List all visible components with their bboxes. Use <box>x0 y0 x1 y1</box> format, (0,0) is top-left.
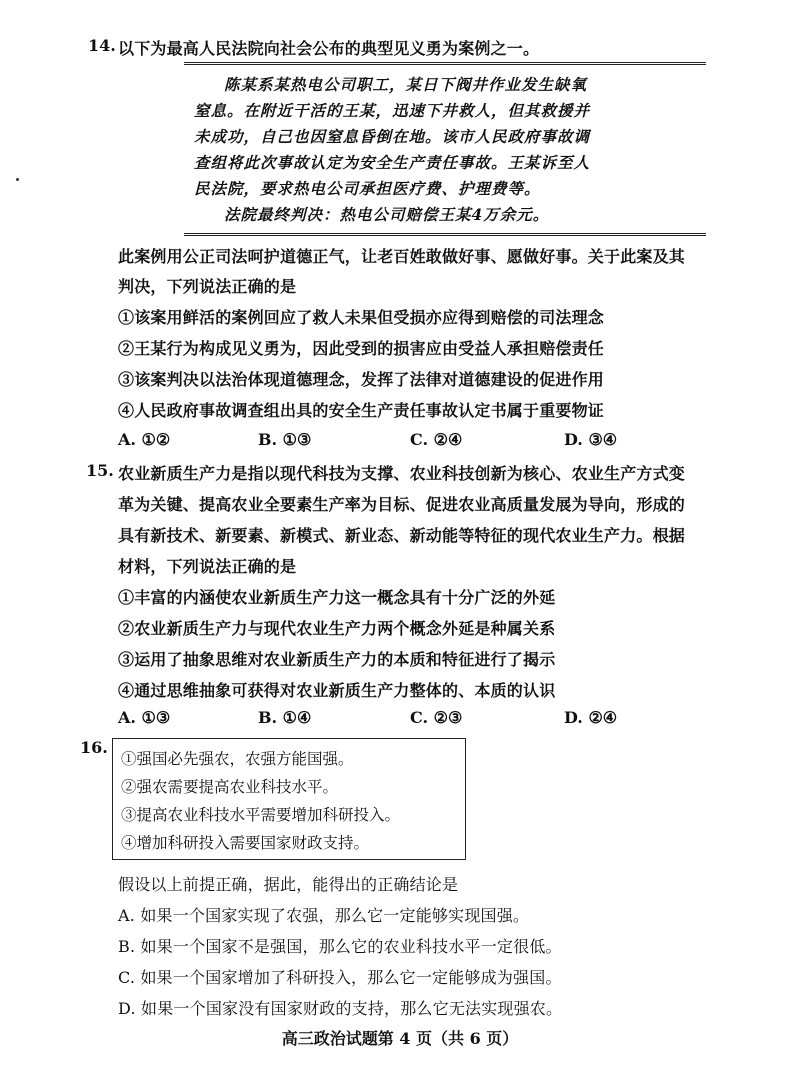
q15-statement-2: ②农业新质生产力与现代农业生产力两个概念外延是种属关系 <box>118 619 556 638</box>
q14-statement-4: ④人民政府事故调查组出具的安全生产责任事故认定书属于重要物证 <box>118 401 605 420</box>
q16-premise-2: ②强农需要提高农业科技水平。 <box>121 778 339 796</box>
q14-question-line: 判决，下列说法正确的是 <box>118 277 297 296</box>
q15-option-c[interactable]: C. ②③ <box>410 708 463 727</box>
q14-stem: 以下为最高人民法院向社会公布的典型见义勇为案例之一。 <box>118 39 540 58</box>
q14-number: 14. <box>88 36 116 55</box>
q16-premise-3: ③提高农业科技水平需要增加科研投入。 <box>121 806 401 824</box>
q15-stem-line: 革为关键、提高农业全要素生产率为目标、促进农业高质量发展为导向，形成的 <box>118 495 686 514</box>
q15-statement-3: ③运用了抽象思维对农业新质生产力的本质和特征进行了揭示 <box>118 650 556 669</box>
q15-stem-line: 农业新质生产力是指以现代科技为支撑、农业科技创新为核心、农业生产方式变 <box>118 464 686 483</box>
q14-case-line: 查组将此次事故认定为安全生产责任事故。王某诉至人 <box>194 153 591 172</box>
q15-stem-line: 具有新技术、新要素、新模式、新业态、新动能等特征的现代农业生产力。根据 <box>118 526 686 545</box>
q16-premise-box <box>112 738 466 860</box>
q16-choice-b[interactable]: B. 如果一个国家不是强国，那么它的农业科技水平一定很低。 <box>118 937 562 956</box>
page-footer: 高三政治试题第 4 页（共 6 页） <box>281 1029 519 1048</box>
q14-case-box <box>184 62 706 236</box>
q15-stem-line: 材料，下列说法正确的是 <box>118 557 297 576</box>
q14-option-d[interactable]: D. ③④ <box>564 430 618 449</box>
q14-case-line: 民法院，要求热电公司承担医疗费、护理费等。 <box>194 179 541 198</box>
q14-case-line: 未成功，自己也因窒息昏倒在地。该市人民政府事故调 <box>194 127 591 146</box>
q14-question-line: 此案例用公正司法呵护道德正气，让老百姓敢做好事、愿做好事。关于此案及其 <box>118 247 686 266</box>
q16-question: 假设以上前提正确，据此，能得出的正确结论是 <box>118 875 459 894</box>
q16-choice-d[interactable]: D. 如果一个国家没有国家财政的支持，那么它无法实现强农。 <box>118 999 563 1018</box>
q14-case-line: 陈某系某热电公司职工，某日下阀井作业发生缺氧 <box>224 75 588 94</box>
q14-case-line: 法院最终判决：热电公司赔偿王某4万余元。 <box>224 205 550 224</box>
q14-statement-3: ③该案判决以法治体现道德理念，发挥了法律对道德建设的促进作用 <box>118 370 605 389</box>
q15-option-a[interactable]: A. ①③ <box>118 708 171 727</box>
q15-option-d[interactable]: D. ②④ <box>564 708 618 727</box>
q14-option-c[interactable]: C. ②④ <box>410 430 463 449</box>
q15-number: 15. <box>86 461 114 480</box>
q15-option-b[interactable]: B. ①④ <box>258 708 312 727</box>
q16-premise-1: ①强国必先强农，农强方能国强。 <box>121 750 354 768</box>
q14-statement-1: ①该案用鲜活的案例回应了救人未果但受损亦应得到赔偿的司法理念 <box>118 308 605 327</box>
q16-number: 16. <box>80 738 108 757</box>
q15-statement-4: ④通过思维抽象可获得对农业新质生产力整体的、本质的认识 <box>118 681 556 700</box>
q14-option-a[interactable]: A. ①② <box>118 430 171 449</box>
q14-case-line: 窒息。在附近干活的王某，迅速下井救人，但其救援并 <box>194 101 591 120</box>
q14-statement-2: ②王某行为构成见义勇为，因此受到的损害应由受益人承担赔偿责任 <box>118 339 605 358</box>
q15-statement-1: ①丰富的内涵使农业新质生产力这一概念具有十分广泛的外延 <box>118 588 556 607</box>
q14-option-b[interactable]: B. ①③ <box>258 430 312 449</box>
q16-premise-4: ④增加科研投入需要国家财政支持。 <box>121 834 370 852</box>
q16-choice-c[interactable]: C. 如果一个国家增加了科研投入，那么它一定能够成为强国。 <box>118 968 562 987</box>
q16-choice-a[interactable]: A. 如果一个国家实现了农强，那么它一定能够实现国强。 <box>118 906 530 925</box>
scan-speck <box>16 178 19 181</box>
